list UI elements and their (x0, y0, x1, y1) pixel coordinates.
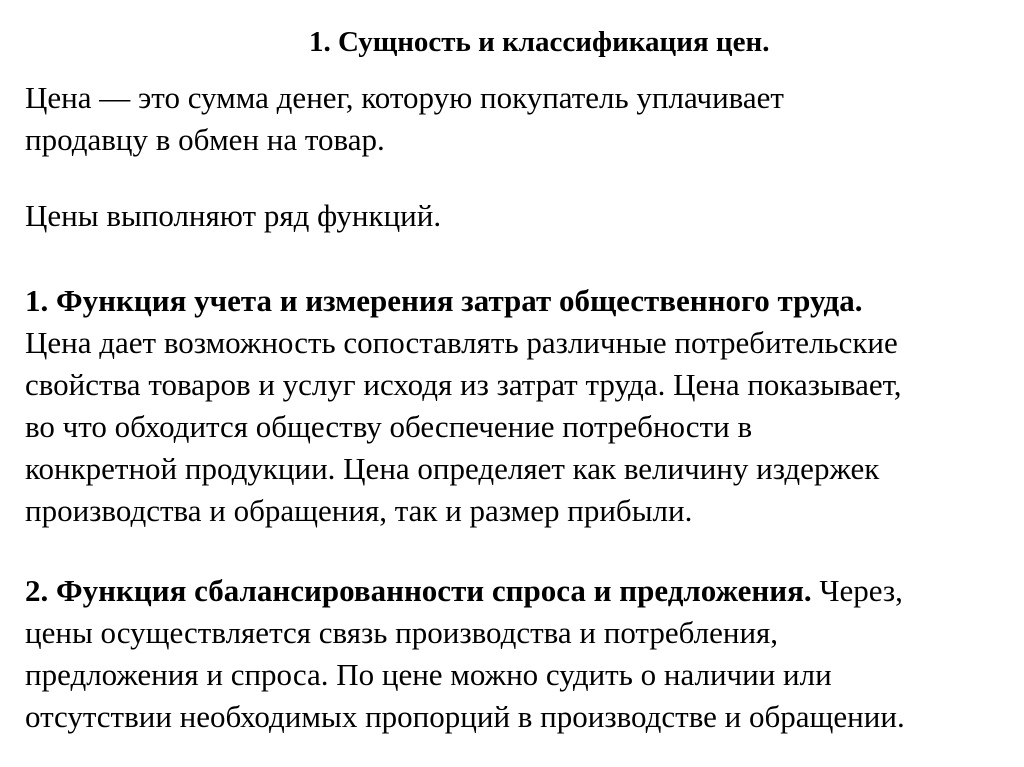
function-2-line: отсутствии необходимых пропорций в производстве и обращении. (25, 699, 905, 734)
function-1-line: производства и обращения, так и размер прибыли. (25, 493, 693, 528)
function-2-first-line (25, 570, 905, 612)
definition-line: Цена — это сумма денег, которую покупатель уплачивает (25, 80, 784, 115)
function-1-line: конкретной продукции. Цена определяет как величину издержек (25, 451, 880, 486)
function-1-line: свойства товаров и услуг исходя из затрат труда. Цена показывает, (25, 367, 902, 402)
functions-intro (25, 195, 441, 237)
function-2-heading-tail: Через, (811, 573, 903, 608)
function-1-section (25, 280, 902, 532)
function-2-section (25, 570, 905, 738)
function-2-heading: 2. Функция сбалансированности спроса и предложения. (25, 573, 812, 608)
definition-paragraph (25, 77, 784, 161)
functions-intro-text: Цены выполняют ряд функций. (25, 198, 442, 233)
function-1-line: Цена дает возможность сопоставлять различные потребительские (25, 325, 898, 360)
page-title: 1. Сущность и классификация цен. (309, 26, 770, 58)
function-1-heading: 1. Функция учета и измерения затрат общественного труда. (25, 283, 863, 318)
function-1-line: во что обходится обществу обеспечение потребности в (25, 409, 753, 444)
definition-line: продавцу в обмен на товар. (25, 122, 385, 157)
function-2-line: цены осуществляется связь производства и потребления, (25, 615, 779, 650)
function-2-line: предложения и спроса. По цене можно судить о наличии или (25, 657, 832, 692)
